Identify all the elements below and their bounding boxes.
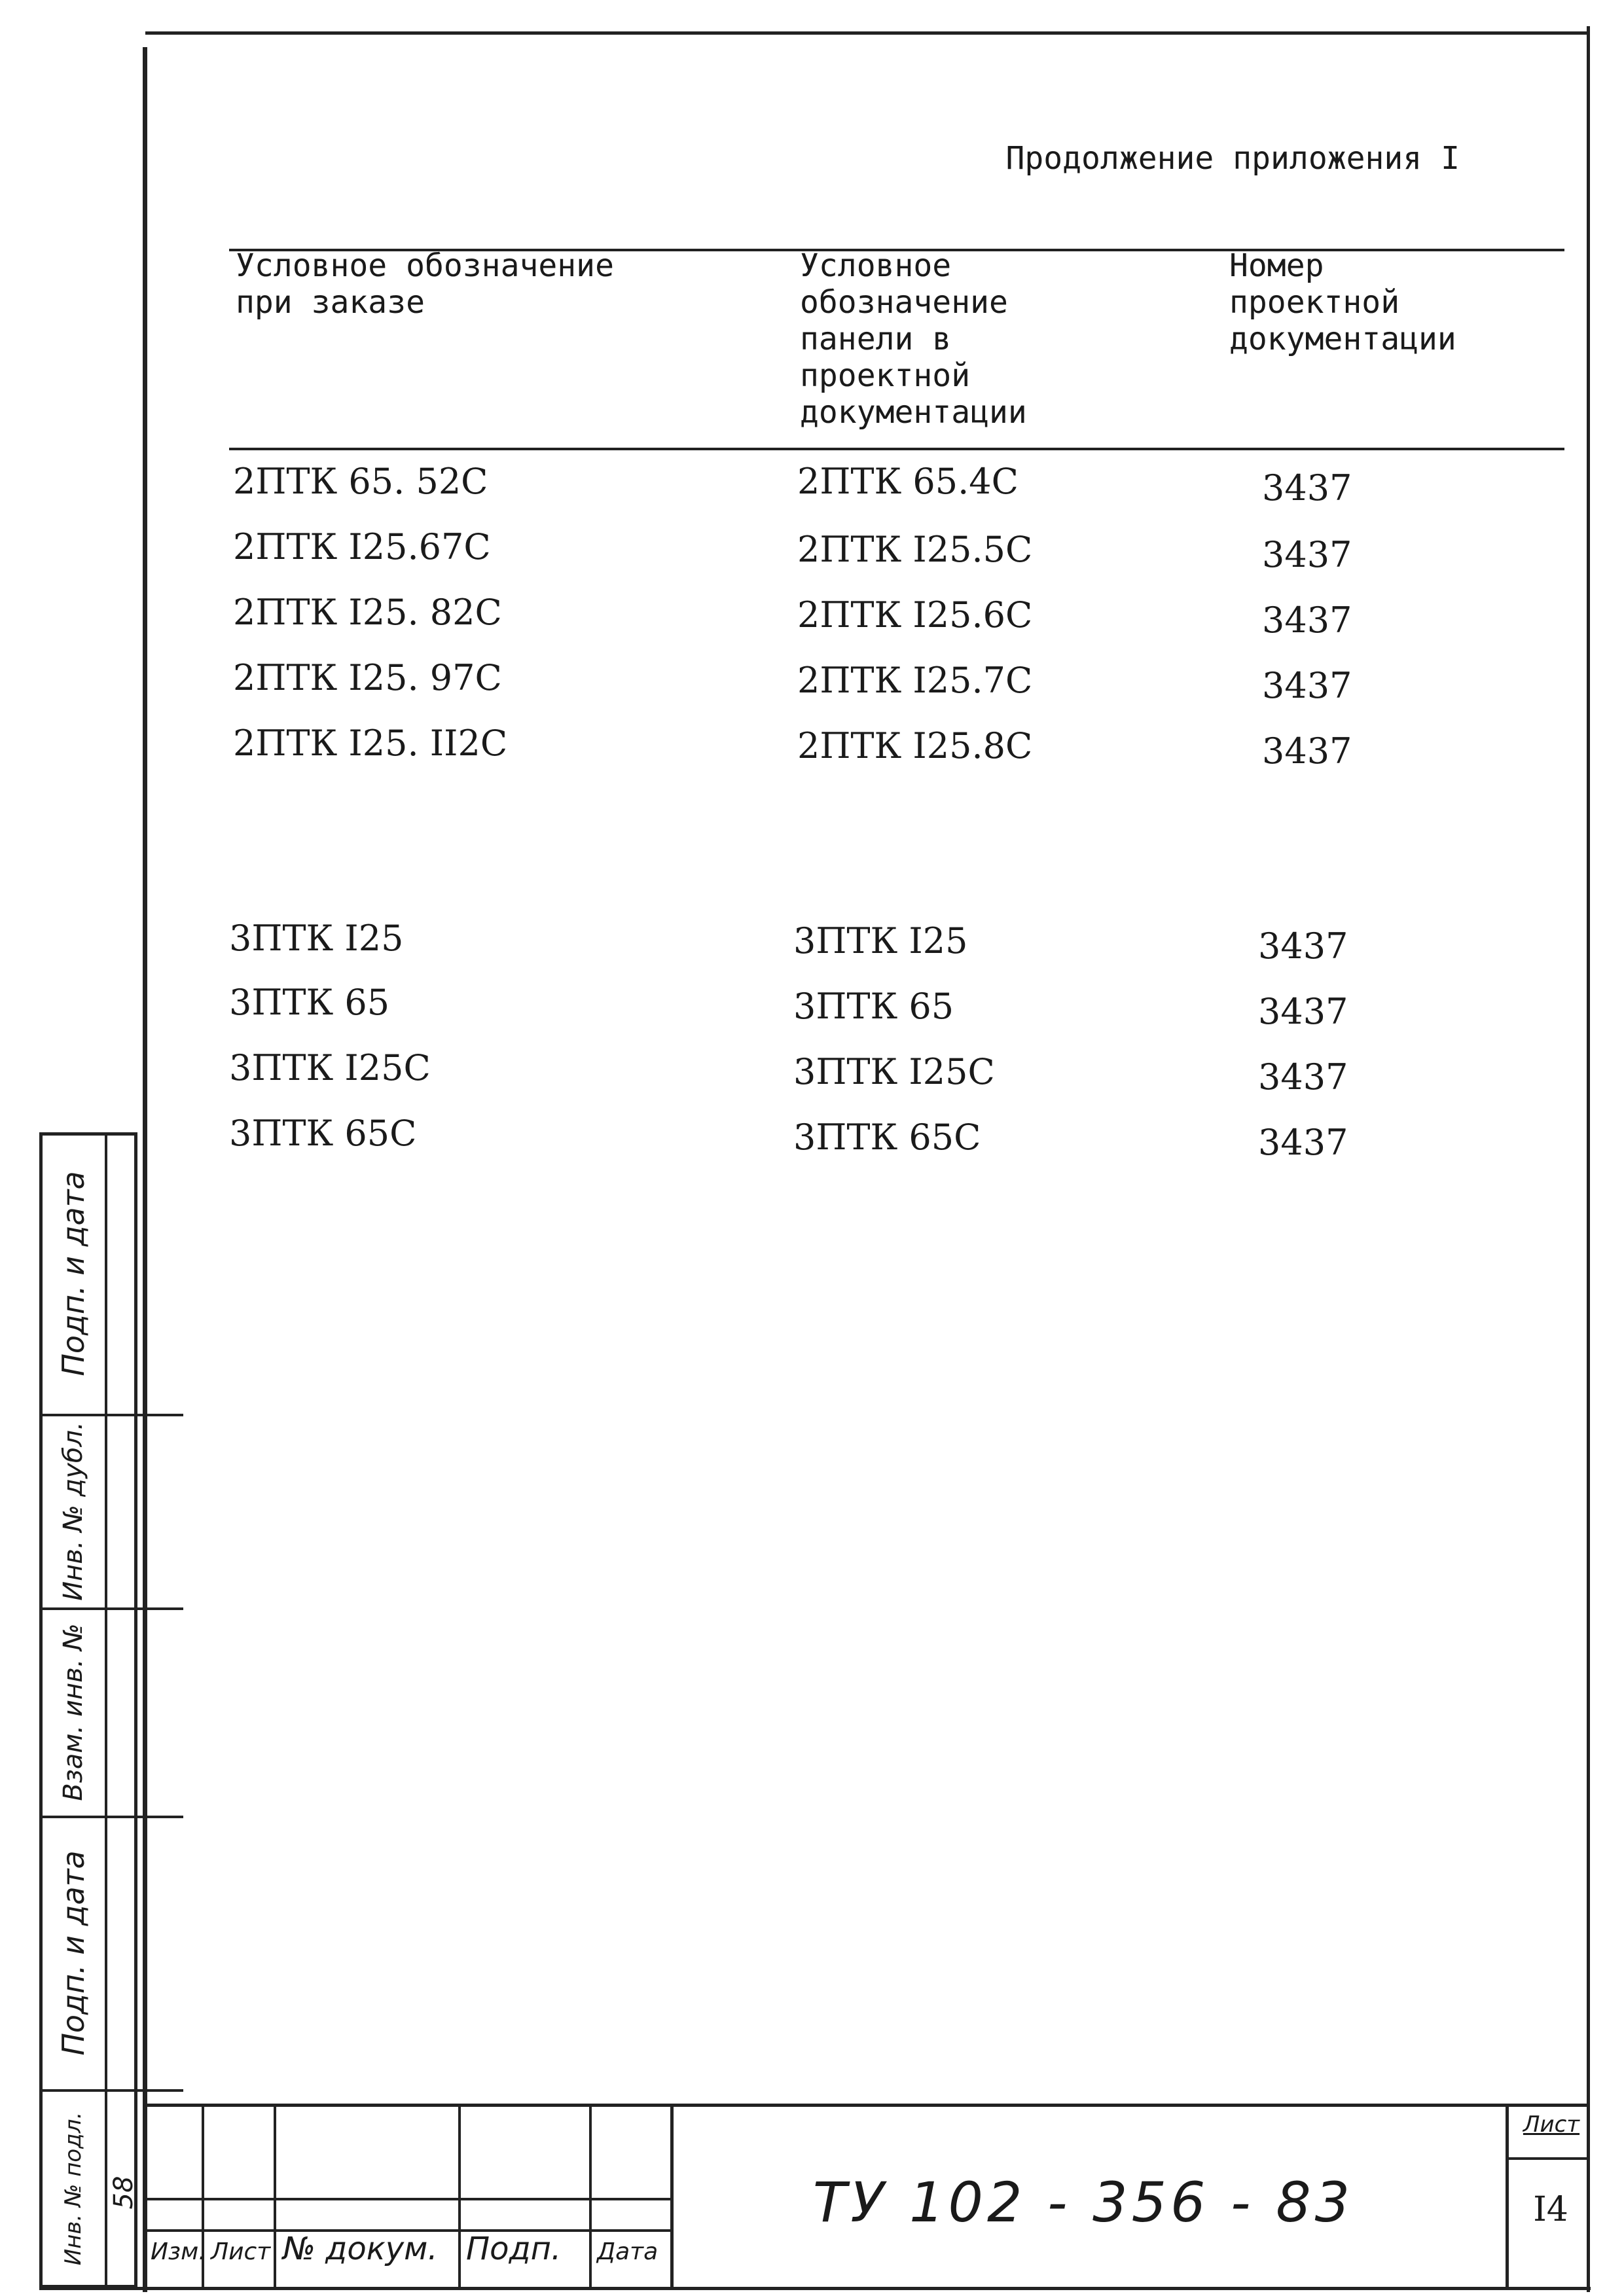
panel-designation: 2ПТК I25.7С <box>797 660 1033 701</box>
doc-number: 3437 <box>1262 534 1352 575</box>
title-block-col-rule <box>458 2104 461 2288</box>
document-code: ТУ 102 - 356 - 83 <box>812 2170 1354 2234</box>
order-designation: 3ПТК I25 <box>229 918 404 959</box>
stamp-cell-original-inventory <box>43 2093 103 2284</box>
panel-designation: 2ПТК I25.5С <box>797 529 1033 570</box>
label-sheet: Лист <box>211 2238 271 2265</box>
stamp-cell-replacement-inventory <box>43 1611 103 1813</box>
frame-top-border <box>145 31 1589 35</box>
order-designation: 2ПТК 65. 52С <box>233 461 488 502</box>
panel-designation: 3ПТК I25 <box>793 920 968 961</box>
title-block-col-rule <box>670 2104 674 2288</box>
doc-number: 3437 <box>1258 1056 1348 1098</box>
label-date: Дата <box>597 2238 659 2265</box>
stamp-label: Инв. № подл. <box>60 2111 86 2266</box>
stamp-cell-duplicate-inventory <box>43 1418 103 1605</box>
panel-designation: 3ПТК 65 <box>793 986 954 1027</box>
frame-left-border <box>143 47 147 2292</box>
label-signature: Подп. <box>466 2231 562 2267</box>
panel-designation: 2ПТК I25.6С <box>797 594 1033 636</box>
title-block-top-rule <box>145 2104 1589 2107</box>
stamp-cell-signature-date <box>43 1136 103 1411</box>
order-designation: 3ПТК I25С <box>229 1047 431 1088</box>
order-designation: 2ПТК I25.67С <box>233 526 491 567</box>
title-block-col-rule <box>274 2104 276 2288</box>
margin-stamp-rule <box>39 1607 183 1610</box>
panel-designation: 3ПТК 65С <box>793 1117 981 1158</box>
doc-number: 3437 <box>1262 467 1352 509</box>
panel-designation: 3ПТК I25С <box>793 1051 995 1092</box>
frame-bottom-border <box>39 2287 1591 2290</box>
sheet-number: I4 <box>1533 2190 1568 2229</box>
margin-stamp-rule <box>39 1816 183 1818</box>
order-designation: 2ПТК I25. II2С <box>233 723 508 764</box>
stamp-handwritten-mark <box>109 2134 139 2251</box>
column-header-order: Условное обозначение при заказе <box>236 247 614 321</box>
doc-number: 3437 <box>1258 1122 1348 1163</box>
doc-number: 3437 <box>1258 991 1348 1032</box>
title-block-sheet-rule <box>1506 2157 1589 2160</box>
margin-stamp-divider <box>105 1132 107 2288</box>
stamp-label: Подп. и дата <box>56 1850 91 2056</box>
label-revision: Изм. <box>151 2238 206 2265</box>
panel-designation: 2ПТК 65.4С <box>797 461 1019 502</box>
stamp-label: Инв. № дубл. <box>58 1422 88 1601</box>
doc-number: 3437 <box>1262 600 1352 641</box>
doc-number: 3437 <box>1262 730 1352 772</box>
order-designation: 2ПТК I25. 82С <box>233 592 502 633</box>
stamp-cell-signature-date <box>43 1820 103 2087</box>
doc-number: 3437 <box>1258 925 1348 967</box>
column-header-panel: Условное обозначение панели в проектной документации <box>800 247 1027 431</box>
panel-designation: 2ПТК I25.8С <box>797 725 1033 766</box>
label-document-number: № докум. <box>283 2231 438 2267</box>
title-block-col-rule <box>589 2104 592 2288</box>
order-designation: 3ПТК 65 <box>229 982 390 1023</box>
doc-number: 3437 <box>1262 665 1352 706</box>
order-designation: 2ПТК I25. 97С <box>233 657 502 698</box>
column-header-doc-number: Номер проектной документации <box>1229 247 1456 357</box>
continuation-heading: Продолжение приложения I <box>1005 140 1460 177</box>
handwritten-number: 58 <box>109 2176 139 2210</box>
order-designation: 3ПТК 65С <box>229 1113 417 1154</box>
stamp-label: Подп. и дата <box>56 1171 91 1376</box>
title-block-mid-rule <box>145 2198 672 2200</box>
margin-stamp-rule <box>39 2089 183 2092</box>
frame-right-border <box>1587 26 1590 2292</box>
margin-stamp <box>39 1132 143 2288</box>
stamp-label: Взам. инв. № <box>58 1623 88 1801</box>
table-header-rule <box>229 448 1564 450</box>
sheet-label: Лист <box>1523 2111 1580 2138</box>
margin-stamp-rule <box>39 1414 183 1416</box>
